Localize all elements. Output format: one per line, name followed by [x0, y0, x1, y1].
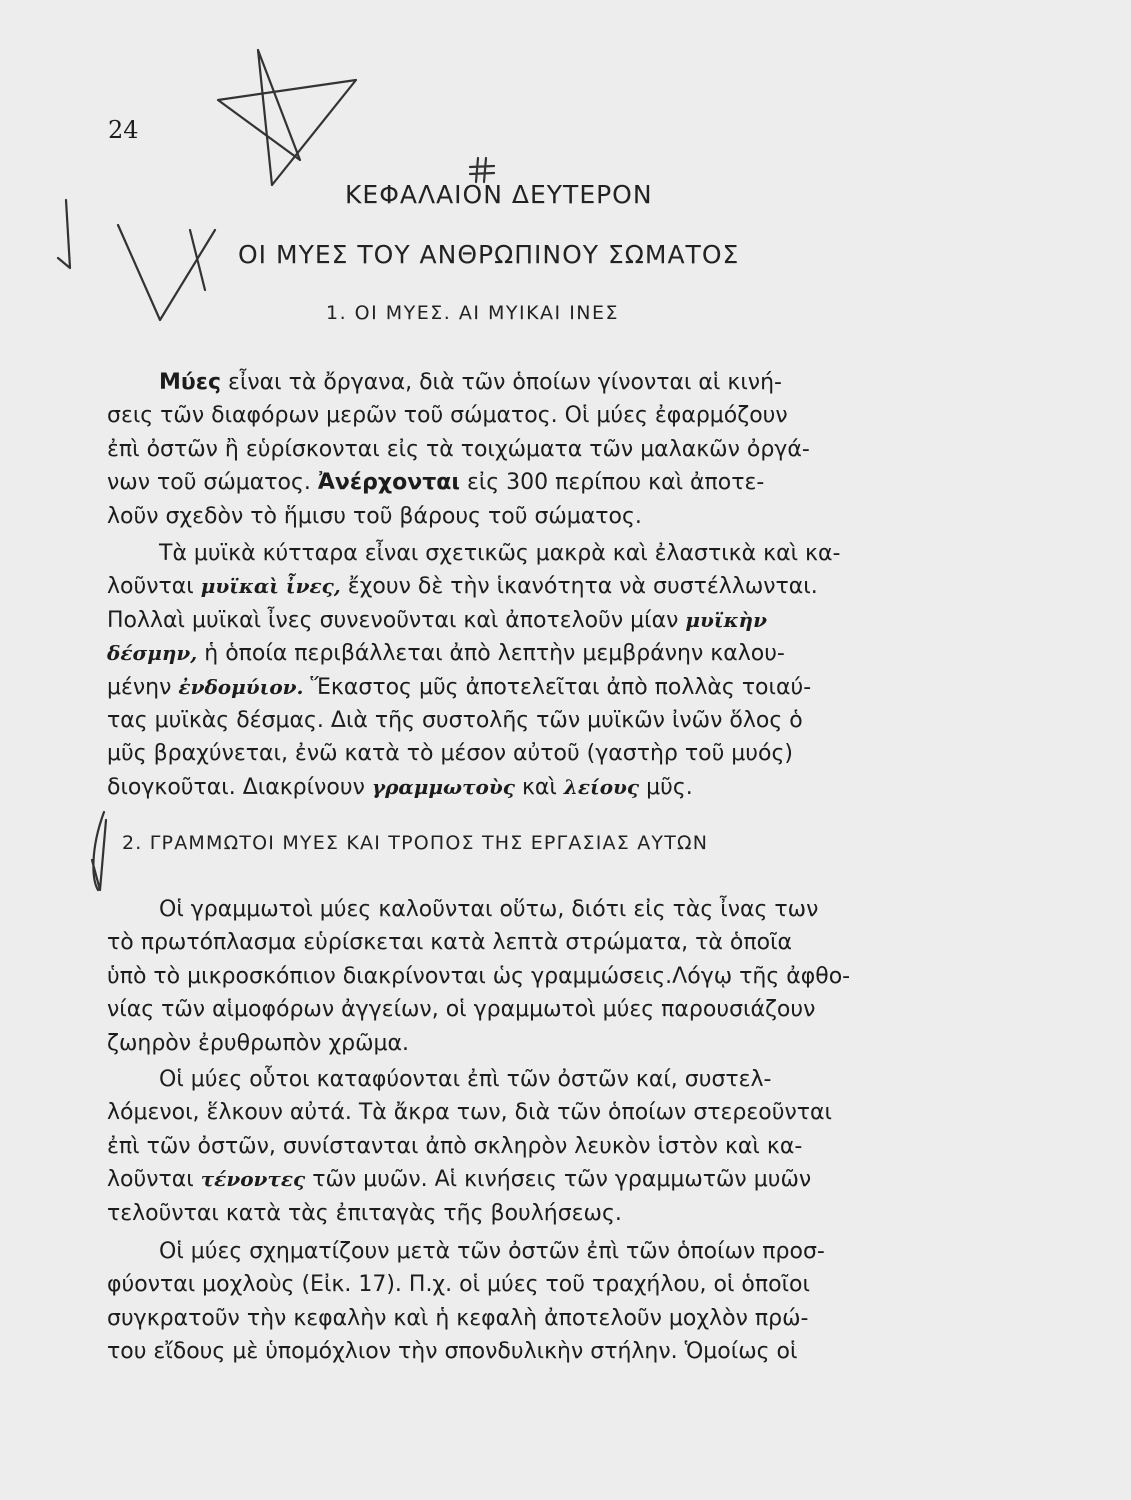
term: Μύες [159, 370, 222, 395]
text-line: Πολλαὶ μυϊκαὶ ἶνες συνενοῦνται καὶ ἀποτελοῦν μίαν μυϊκὴν [107, 607, 767, 633]
hash-mark [470, 158, 494, 182]
text-line: τελοῦνται κατὰ τὰς ἐπιταγὰς τῆς βουλήσεως. [107, 1200, 622, 1226]
paragraph [107, 537, 999, 804]
term: δέσμην, [107, 641, 198, 666]
paragraph [107, 1063, 999, 1230]
text-line: φύονται μοχλοὺς (Εἰκ. 17). Π.χ. οἱ μύες τοῦ τραχήλου, οἱ ὁποῖοι [107, 1272, 810, 1298]
section-heading-2: 2. ΓΡΑΜΜΩΤΟΙ ΜΥΕΣ ΚΑΙ ΤΡΟΠΟΣ ΤΗΣ ΕΡΓΑΣΙΑΣ ΑΥΤΩΝ [122, 832, 709, 854]
text-line: Οἱ γραμμωτοὶ μύες καλοῦνται οὕτω, διότι εἰς τὰς ἶνας των [159, 897, 819, 922]
text-line: νίας τῶν αἱμοφόρων ἀγγείων, οἱ γραμμωτοὶ μύες παρουσιάζουν [107, 997, 816, 1023]
text-line: συγκρατοῦν τὴν κεφαλὴν καὶ ἡ κεφαλὴ ἀποτελοῦν μοχλὸν πρώ- [107, 1305, 809, 1331]
text-line: Τὰ μυϊκὰ κύτταρα εἶναι σχετικῶς μακρὰ καὶ ἐλαστικὰ καὶ κα- [159, 541, 841, 566]
text-line: ἐπὶ ὀστῶν ἢ εὑρίσκονται εἰς τὰ τοιχώματα τῶν μαλακῶν ὀργά- [107, 436, 810, 462]
paragraph [107, 1235, 999, 1369]
text-line: λόμενοι, ἕλκουν αὐτά. Τὰ ἄκρα των, διὰ τῶν ὁποίων στερεοῦνται [107, 1100, 832, 1126]
check-scribble [58, 200, 215, 320]
term: Ἀνέρχονται [317, 470, 460, 496]
text-line: τὸ πρωτόπλασμα εὑρίσκεται κατὰ λεπτὰ στρώματα, τὰ ὁποῖα [107, 930, 793, 956]
term: μυϊκὴν [685, 607, 767, 632]
term: γραμμωτοὺς [371, 774, 515, 799]
text-line: μένην ἐνδομύιον. Ἕκαστος μῦς ἀποτελεῖται ἀπὸ πολλὰς τοιαύ- [107, 674, 812, 700]
text-line: λοῦν σχεδὸν τὸ ἥμισυ τοῦ βάρους τοῦ σώματος. [107, 503, 642, 529]
text-line: ἐπὶ τῶν ὀστῶν, συνίστανται ἀπὸ σκληρὸν λευκὸν ἱστὸν καὶ κα- [107, 1133, 803, 1159]
text-line: διογκοῦται. Διακρίνουν γραμμωτοὺς καὶ λείους μῦς. [107, 774, 693, 800]
term: λείους [563, 774, 640, 799]
paragraph [107, 893, 999, 1060]
bracket-tick [92, 812, 106, 890]
term: τένοντες [200, 1167, 306, 1192]
text-line: ζωηρὸν ἐρυθρωπὸν χρῶμα. [107, 1030, 410, 1056]
section-heading-1: 1. ΟΙ ΜΥΕΣ. ΑΙ ΜΥΙΚΑΙ ΙΝΕΣ [326, 302, 620, 324]
star-scribble [218, 50, 356, 185]
text-line: λοῦνται μυϊκαὶ ἶνες, ἔχουν δὲ τὴν ἱκανότητα νὰ συστέλλωνται. [107, 574, 818, 600]
text-line: Οἱ μύες οὗτοι καταφύονται ἐπὶ τῶν ὀστῶν καί, συστελ- [159, 1067, 772, 1092]
text-line: δέσμην, ἡ ὁποία περιβάλλεται ἀπὸ λεπτὴν μεμβράνην καλου- [107, 641, 785, 667]
page-number: 24 [108, 116, 139, 144]
text-line: Μύες εἶναι τὰ ὄργανα, διὰ τῶν ὁποίων γίνονται αἱ κινή- [159, 370, 782, 395]
term: ἐνδομύιον. [178, 674, 304, 699]
chapter-subtitle: ΟΙ ΜΥΕΣ ΤΟΥ ΑΝΘΡΩΠΙΝΟΥ ΣΩΜΑΤΟΣ [238, 240, 740, 269]
term: μυϊκαὶ ἶνες, [200, 574, 341, 599]
chapter-title: ΚΕΦΑΛΑΙΟΝ ΔΕΥΤΕΡΟΝ [345, 180, 653, 209]
text-line: μῦς βραχύνεται, ἐνῶ κατὰ τὸ μέσον αὐτοῦ (γαστὴρ τοῦ μυός) [107, 741, 793, 767]
text-line: ὑπὸ τὸ μικροσκόπιον διακρίνονται ὡς γραμμώσεις.Λόγῳ τῆς ἀφθο- [107, 963, 851, 989]
text-line: Οἱ μύες σχηματίζουν μετὰ τῶν ὀστῶν ἐπὶ τῶν ὁποίων προσ- [159, 1239, 825, 1264]
text-line: σεις τῶν διαφόρων μερῶν τοῦ σώματος. Οἱ μύες ἐφαρμόζουν [107, 403, 788, 429]
text-line: τας μυϊκὰς δέσμας. Διὰ τῆς συστολῆς τῶν μυϊκῶν ἰνῶν ὅλος ὁ [107, 708, 803, 734]
text-line: νων τοῦ σώματος. Ἀνέρχονται εἰς 300 περίπου καὶ ἀποτε- [107, 470, 765, 496]
text-line: του εἴδους μὲ ὑπομόχλιον τὴν σπονδυλικὴν στήλην. Ὁμοίως οἱ [107, 1339, 798, 1365]
paragraph [107, 366, 999, 533]
text-line: λοῦνται τένοντες τῶν μυῶν. Αἱ κινήσεις τῶν γραμμωτῶν μυῶν [107, 1167, 812, 1193]
